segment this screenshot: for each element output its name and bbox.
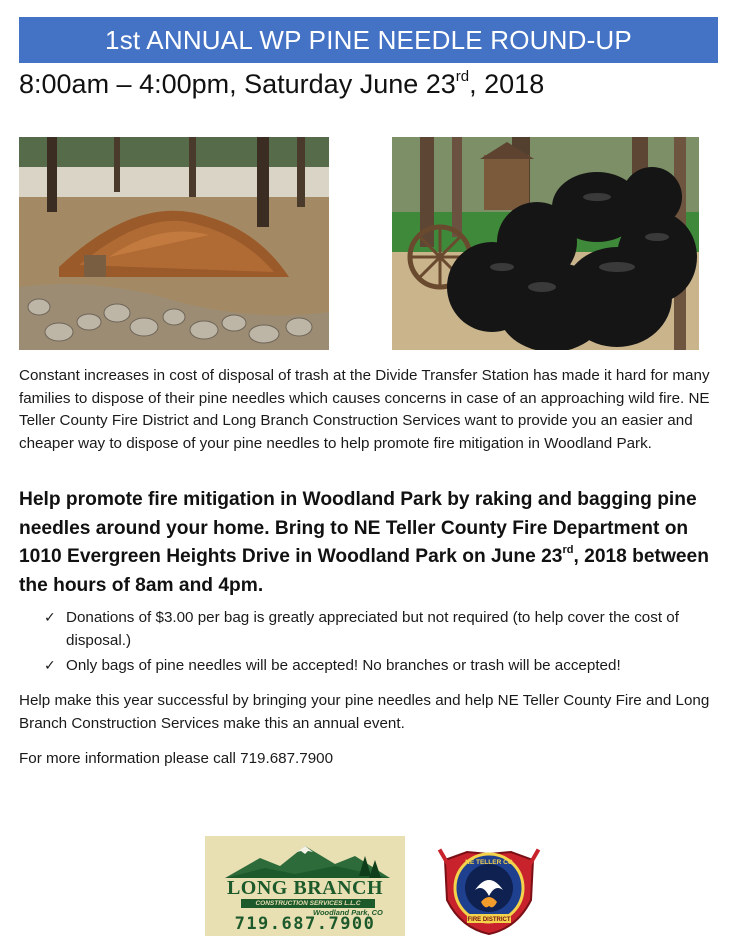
logo-location: Woodland Park, CO: [313, 908, 383, 917]
event-year: , 2018: [469, 69, 545, 99]
cta-text: Help promote fire mitigation in Woodland Park by raking and bagging pine needles around your home. Bring to NE Teller County Fire Department on 1010 Evergreen Heights Drive in Woodland Park on June 23: [19, 489, 697, 567]
cta-date-suffix: rd: [562, 544, 574, 556]
pine-needle-pile-photo: [19, 137, 329, 350]
logo-company-subtitle: CONSTRUCTION SERVICES L.L.C: [241, 899, 375, 908]
checkmark-icon: ✓: [44, 658, 56, 674]
contact-line: For more information please call 719.687.7900: [19, 750, 334, 767]
list-item: [44, 607, 704, 652]
list-item-text: Only bags of pine needles will be accepted! No branches or trash will be accepted!: [66, 657, 621, 674]
checkmark-icon: ✓: [44, 610, 56, 626]
call-to-action: [19, 486, 724, 600]
list-item: [44, 655, 704, 678]
bagged-pine-needles-photo: [392, 137, 699, 350]
badge-top-text: NE TELLER CO: [465, 859, 513, 866]
closing-paragraph: Help make this year successful by bringing your pine needles and help NE Teller County Fire and Long Branch Construction Services make this an annual event.: [19, 692, 710, 732]
logo-company-name: LONG BRANCH: [226, 877, 384, 899]
date-suffix: rd: [455, 68, 470, 85]
fire-district-badge: [437, 840, 541, 936]
badge-bottom-text: FIRE DISTRICT: [467, 917, 511, 923]
event-date-time: [19, 64, 544, 104]
notes-list: [44, 607, 704, 681]
list-item-text: Donations of $3.00 per bag is greatly appreciated but not required (to help cover the cost of disposal.): [66, 609, 679, 649]
event-time: 8:00am – 4:00pm, Saturday June 23: [19, 69, 456, 99]
cta-after: , 2018 between the hours of 8am and 4pm.: [19, 546, 709, 596]
intro-paragraph: Constant increases in cost of disposal of trash at the Divide Transfer Station has made it hard for many families to dispose of their pine needles which causes concerns in case of an approaching wild fire. NE Teller County Fire District and Long Branch Construction Services want to provide you an easier and cheaper way to dispose of your pine needles to help promote fire mitigation in Woodland Park.: [19, 367, 710, 452]
event-title-banner: 1st ANNUAL WP PINE NEEDLE ROUND-UP: [19, 17, 718, 63]
long-branch-logo: [205, 836, 405, 936]
logo-phone: 719.687.7900: [234, 914, 376, 934]
